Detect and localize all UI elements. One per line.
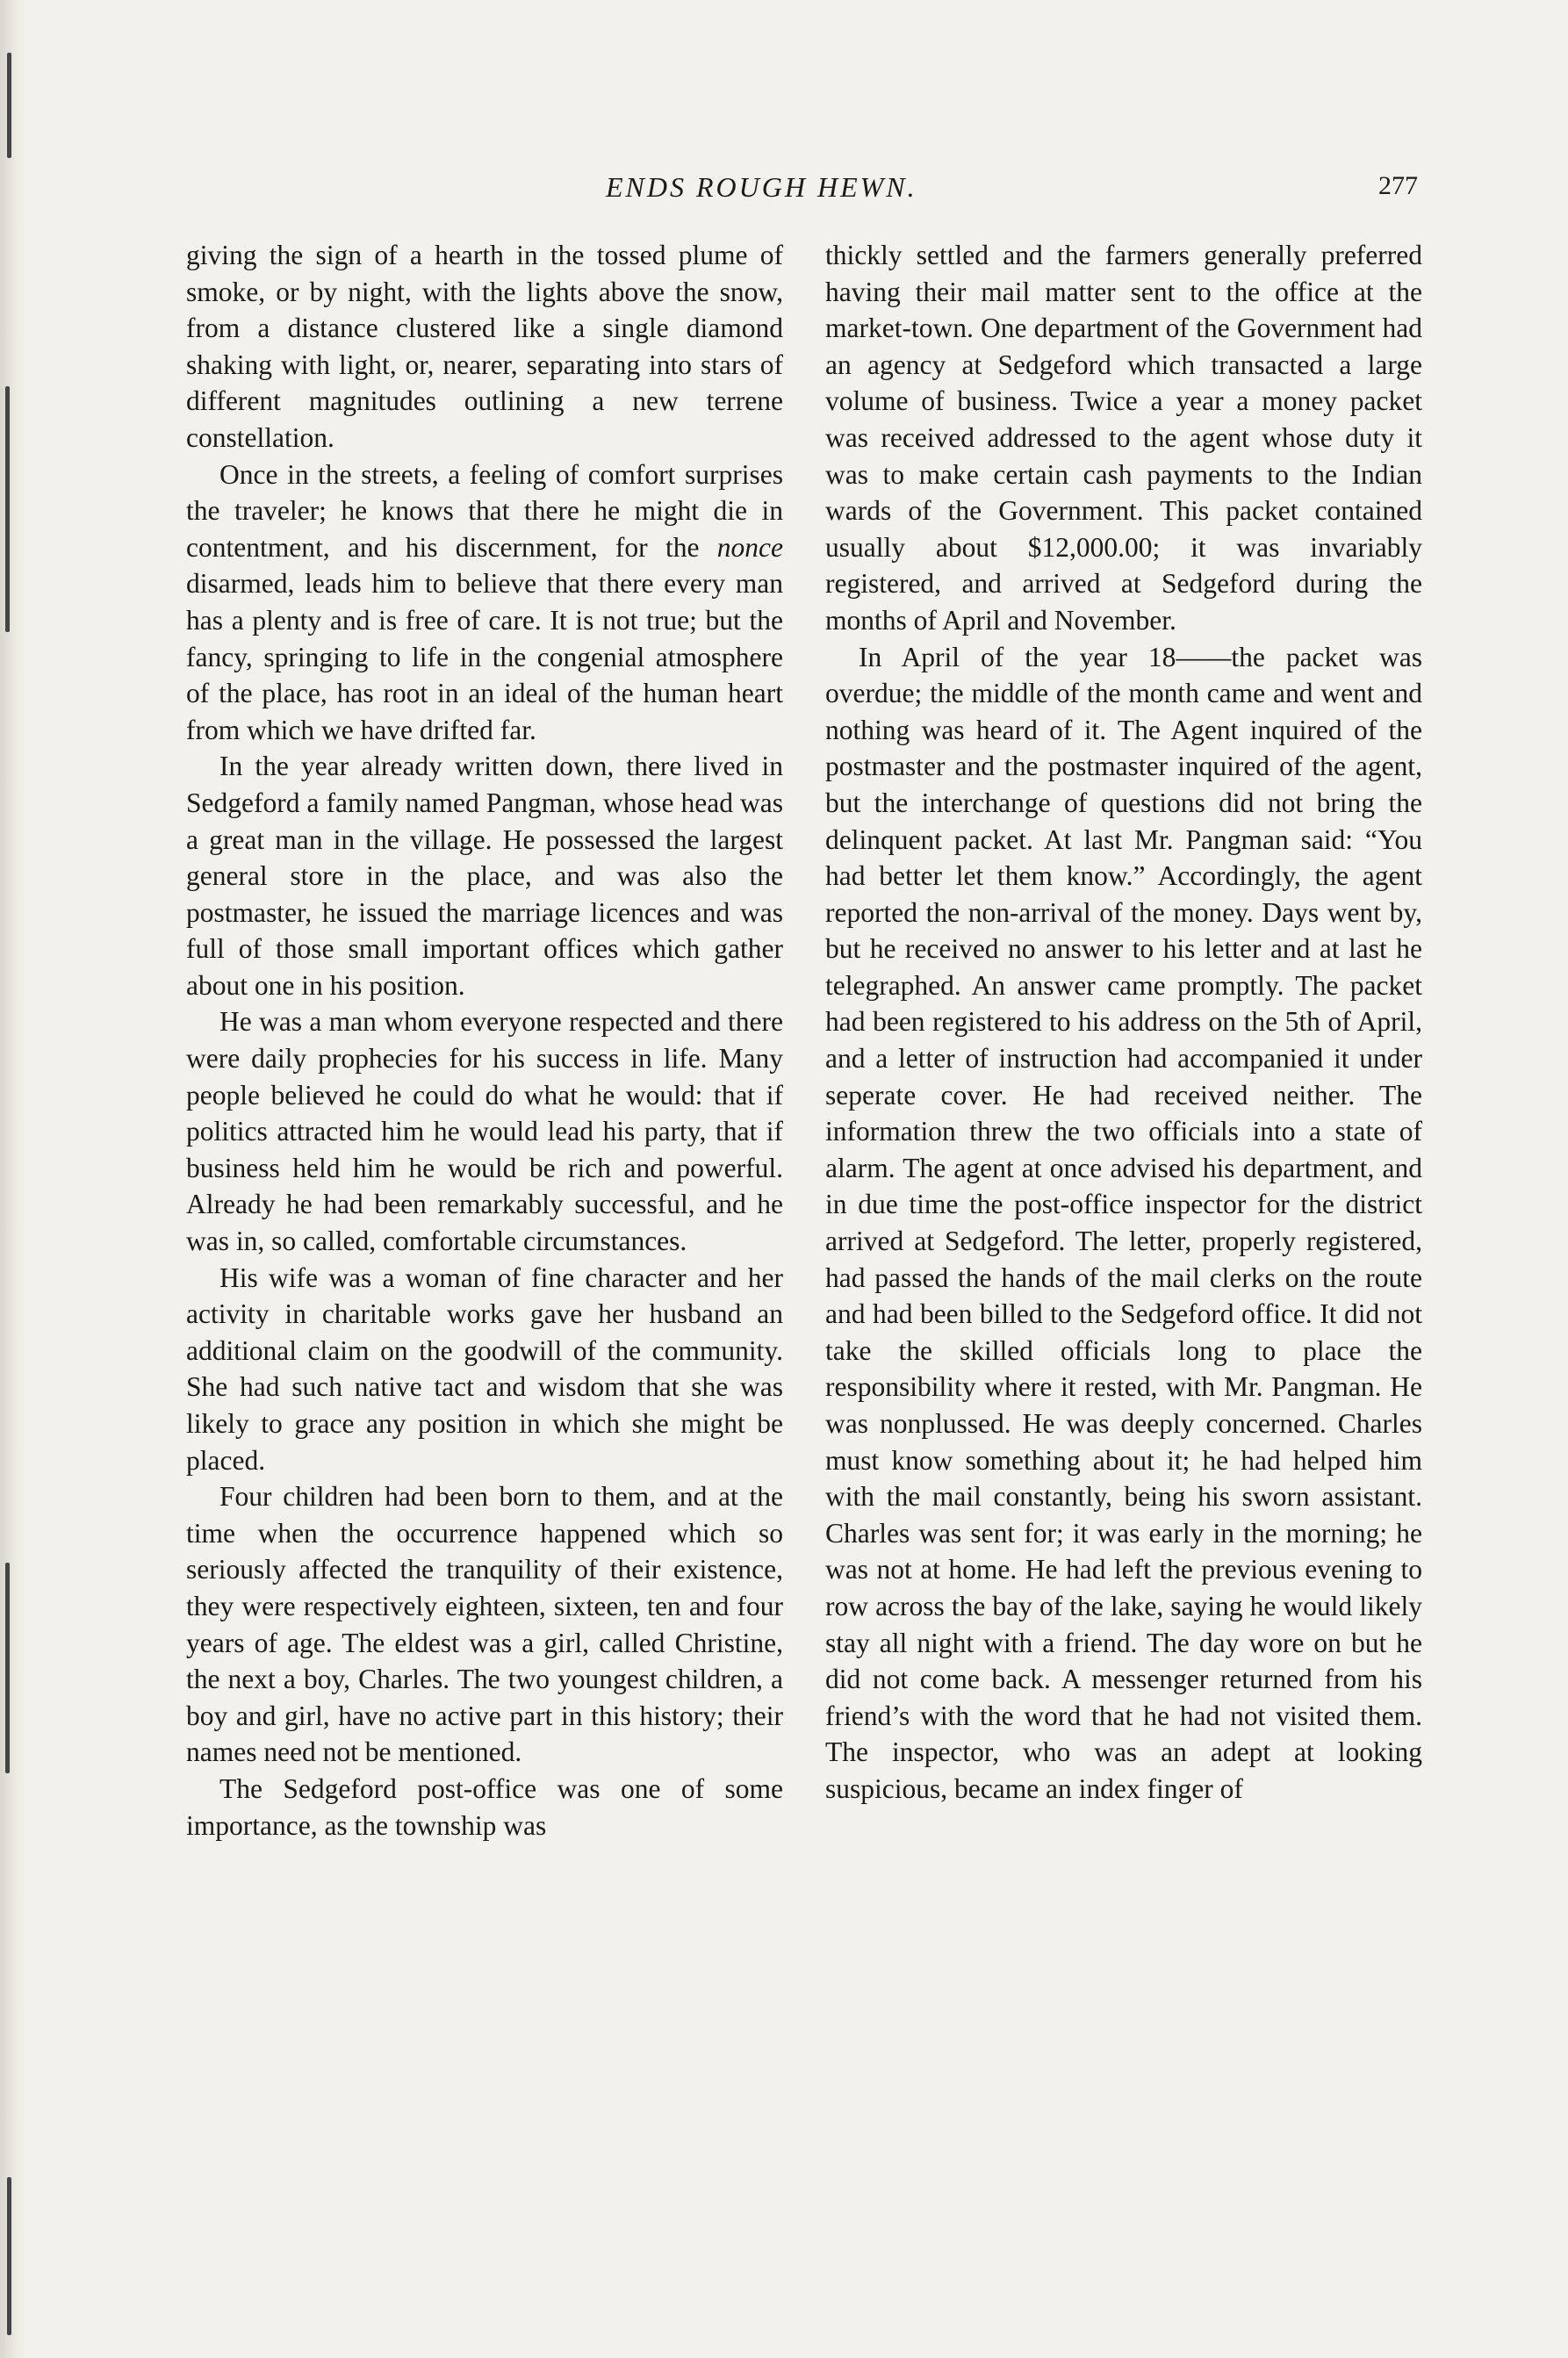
paragraph (186, 457, 783, 749)
left-column (186, 237, 783, 1844)
text-span: Once in the streets, a feeling of comfort surprises the traveler; he knows that there he might die in contentment, and his discernment, for the (186, 458, 783, 563)
paragraph: In April of the year 18——the packet was overdue; the middle of the month came and went and nothing was heard of it. The Agent inquired of the postmaster and the postmaster inquired of the agent, but the interchange of questions did not bring the delinquent packet. At last Mr. Pangman said: “You had better let them know.” Accordingly, the agent reported the non-arrival of the money. Days went by, but he received no answer to his letter and at last he telegraphed. An answer came promptly. The packet had been registered to his address on the 5th of April, and a letter of instruction had accompanied it under seperate cover. He had received neither. The information threw the two officials into a state of alarm. The agent at once advised his department, and in due time the post-office inspector for the district arrived at Sedgeford. The letter, properly registered, had passed the hands of the mail clerks on the route and had been billed to the Sedgeford office. It did not take the skilled officials long to place the responsibility where it rested, with Mr. Pangman. He was nonplussed. He was deeply concerned. Charles must know something about it; he had helped him with the mail constantly, being his sworn assistant. Charles was sent for; it was early in the morning; he was not at home. He had left the previous evening to row across the bay of the lake, saying he would likely stay all night with a friend. The day wore on but he did not come back. A messenger returned from his friend’s with the word that he had not visited them. The inspector, who was an adept at looking suspicious, became an index finger of (825, 641, 1422, 1804)
paragraph: Four children had been born to them, and at the time when the occurrence happened which so seriously affected the tranquility of their existence, they were respectively eighteen, sixteen, ten and four years of age. The eldest was a girl, called Christine, the next a boy, Charles. The two youngest children, a boy and girl, have no active part in this history; their names need not be mentioned. (186, 1481, 783, 1768)
text-span: disarmed, leads him to believe that there every man has a plenty and is free of care. It is not true; but the fancy, springing to life in the congenial atmosphere of the place, has root in an ideal of the human heart from which we have drifted far. (186, 568, 783, 745)
margin-mark (5, 1563, 10, 1773)
right-column (825, 237, 1422, 1808)
running-head: ENDS ROUGH HEWN. (606, 171, 917, 203)
paragraph: In the year already written down, there lived in Sedgeford a family named Pangman, whose head was a great man in the village. He possessed the largest general store in the place, and was also the postmaster, he issued the marriage licences and was full of those small important offices which gather about one in his position. (186, 751, 783, 1001)
margin-mark (7, 2177, 11, 2335)
paragraph: His wife was a woman of fine character and her activity in charitable works gave her husband an additional claim on the goodwill of the community. She had such native tact and wisdom that she was likely to grace any position in which she might be placed. (186, 1262, 783, 1476)
page-number: 277 (1378, 171, 1418, 200)
italic-word: nonce (716, 531, 783, 563)
paragraph: giving the sign of a hearth in the tossed plume of smoke, or by night, with the lights above the snow, from a distance clustered like a single diamond shaking with light, or, nearer, separating into stars of different magnitudes outlining a new terrene constellation. (186, 240, 783, 453)
margin-mark (7, 53, 11, 158)
paragraph: He was a man whom everyone respected and there were daily prophecies for his success in life. Many people believed he could do what he would: that if politics attracted him he would lead his party, that if business held him he would be rich and powerful. Already he had been remarkably successful, and he was in, so called, comfortable circumstances. (186, 1006, 783, 1257)
margin-mark (5, 386, 10, 632)
page-header (0, 171, 1568, 206)
page-edge-shadow (0, 0, 25, 2358)
paragraph: thickly settled and the farmers generally preferred having their mail matter sent to the office at the market-town. One department of the Government had an agency at Sedgeford which transacted a large volume of business. Twice a year a money packet was received addressed to the agent whose duty it was to make certain cash payments to the Indian wards of the Government. This packet contained usually about $12,000.00; it was invariably registered, and arrived at Sedgeford during the months of April and November. (825, 240, 1422, 636)
paragraph: The Sedgeford post-office was one of some importance, as the township was (186, 1772, 783, 1841)
